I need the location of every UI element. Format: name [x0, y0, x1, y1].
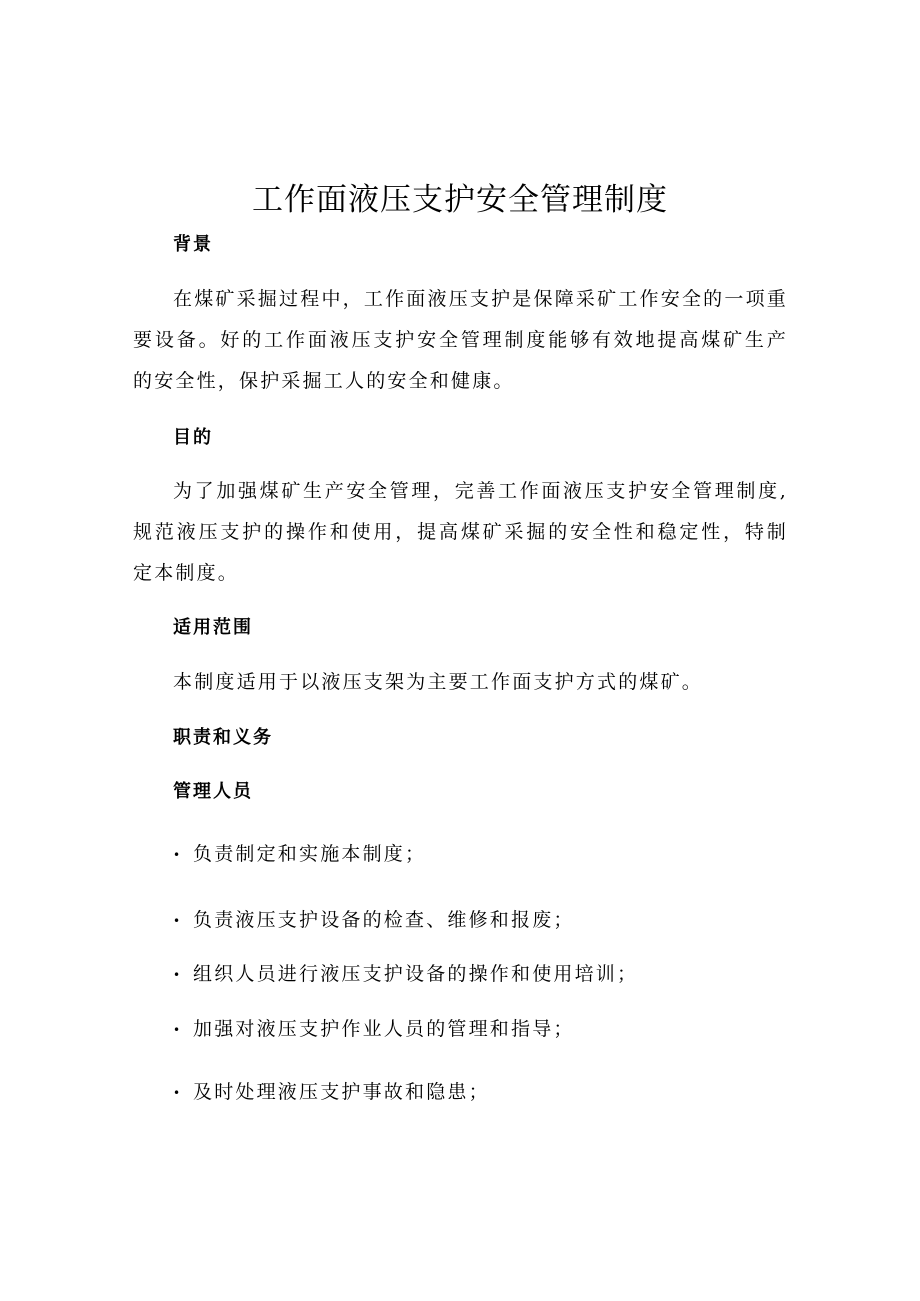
list-item — [173, 841, 426, 868]
section-subheading-managers: 管理人员 — [173, 781, 253, 802]
section-heading-duties: 职责和义务 — [173, 727, 273, 748]
section-heading-scope: 适用范围 — [173, 617, 253, 638]
bullet-icon: • — [173, 968, 183, 982]
bullet-icon: • — [173, 914, 183, 928]
list-item-text: 加强对液压支护作业人员的管理和指导； — [193, 1018, 575, 1040]
section-text-purpose: 为了加强煤矿生产安全管理，完善工作面液压支护安全管理制度,规范液压支护的操作和使用，提高煤矿采掘的安全性和稳定性，特制定本制度。 — [133, 480, 788, 584]
list-item-text: 负责液压支护设备的检查、维修和报废； — [193, 909, 575, 931]
list-item — [173, 1016, 575, 1043]
list-item-text: 组织人员进行液压支护设备的操作和使用培训； — [193, 963, 639, 985]
bullet-icon: • — [173, 848, 183, 862]
section-text-background: 在煤矿采掘过程中，工作面液压支护是保障采矿工作安全的一项重要设备。好的工作面液压支护安全管理制度能够有效地提高煤矿生产的安全性，保护采掘工人的安全和健康。 — [133, 288, 788, 392]
list-item — [173, 1079, 490, 1106]
list-item-text: 负责制定和实施本制度； — [193, 843, 427, 865]
list-item — [173, 961, 638, 988]
bullet-icon: • — [173, 1023, 183, 1037]
document-title: 工作面液压支护安全管理制度 — [252, 182, 668, 218]
section-heading-background: 背景 — [173, 234, 213, 255]
list-item — [173, 907, 575, 934]
list-item-text: 及时处理液压支护事故和隐患； — [193, 1081, 490, 1103]
section-text-scope: 本制度适用于以液压支架为主要工作面支护方式的煤矿。 — [173, 671, 704, 693]
section-heading-purpose: 目的 — [173, 427, 213, 448]
bullet-icon: • — [173, 1086, 183, 1100]
